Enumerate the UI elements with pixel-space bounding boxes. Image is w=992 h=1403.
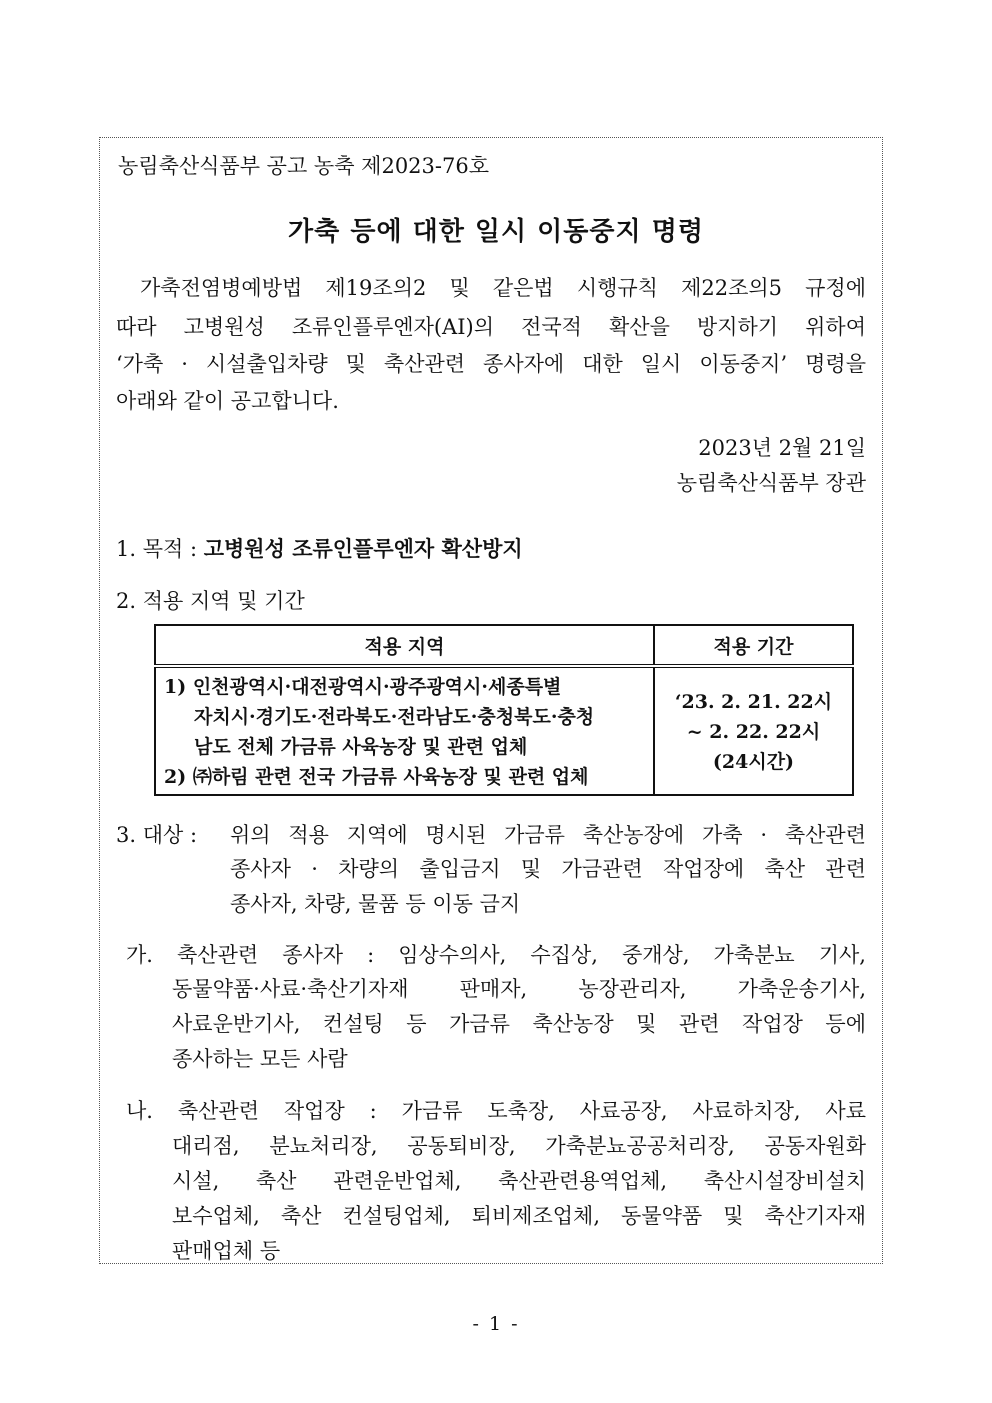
table-row: [155, 666, 853, 795]
workers-line-1: 가. 축산관련 종사자 : 임상수의사, 수집상, 중개상, 가축분뇨 기사,: [126, 943, 866, 967]
period-line-2: ~ 2. 22. 22시: [686, 720, 821, 743]
target-line-1: 위의 적용 지역에 명시된 가금류 축산농장에 가축 · 축산관련: [230, 823, 866, 847]
intro-line-4: 아래와 같이 공고합니다.: [116, 389, 339, 413]
workplaces-line-4: 보수업체, 축산 컨설팅업체, 퇴비제조업체, 동물약품 및 축산기자재: [172, 1204, 866, 1228]
workers-line-4: 종사하는 모든 사람: [172, 1047, 348, 1071]
intro-line-1: 가축전염병예방법 제19조의2 및 같은법 시행규칙 제22조의5 규정에: [140, 276, 866, 300]
area-line-2: 자치시·경기도·전라북도·전라남도·충청북도·충청: [194, 706, 595, 728]
purpose-label: 1. 목적 :: [116, 537, 198, 561]
intro-line-3: ‘가축 · 시설출입차량 및 축산관련 종사자에 대한 일시 이동중지’ 명령을: [116, 352, 866, 376]
workplaces-line-5: 판매업체 등: [172, 1239, 281, 1263]
purpose-value: 고병원성 조류인플루엔자 확산방지: [203, 536, 523, 561]
area-line-3: 남도 전체 가금류 사육농장 및 관련 업체: [194, 736, 528, 758]
period-cell: [654, 666, 853, 795]
workplaces-line-2: 대리점, 분뇨처리장, 공동퇴비장, 가축분뇨공공처리장, 공동자원화: [172, 1134, 866, 1158]
document-title: 가축 등에 대한 일시 이동중지 명령: [288, 217, 704, 247]
purpose-section: [116, 533, 523, 563]
workers-line-2: 동물약품·사료·축산기자재 판매자, 농장관리자, 가축운송기사,: [172, 977, 866, 1001]
scope-table: [154, 624, 854, 796]
area-line-4: 2) ㈜하림 관련 전국 가금류 사육농장 및 관련 업체: [164, 766, 589, 788]
area-line-1: 1) 인천광역시·대전광역시·광주광역시·세종특별: [164, 676, 562, 698]
intro-line-2: 따라 고병원성 조류인플루엔자(AI)의 전국적 확산을 방지하기 위하여: [116, 315, 866, 339]
table-header-row: [155, 625, 853, 666]
notice-date: 2023년 2월 21일: [698, 436, 866, 460]
area-header: 적용 지역: [155, 625, 654, 666]
target-line-2: 종사자 · 차량의 출입금지 및 가금관련 작업장에 축산 관련: [230, 857, 866, 881]
scope-heading: 2. 적용 지역 및 기간: [116, 589, 305, 613]
issuer: 농림축산식품부 장관: [676, 471, 866, 495]
period-line-1: ‘23. 2. 21. 22시: [674, 690, 833, 713]
page-number: - 1 -: [472, 1313, 520, 1335]
workers-line-3: 사료운반기사, 컨설팅 등 가금류 축산농장 및 관련 작업장 등에: [172, 1012, 866, 1036]
notice-number: 농림축산식품부 공고 농축 제2023-76호: [118, 154, 490, 178]
period-line-3: (24시간): [712, 750, 795, 773]
area-cell: [155, 666, 654, 795]
workplaces-line-3: 시설, 축산 관련운반업체, 축산관련용역업체, 축산시설장비설치: [172, 1169, 866, 1193]
workplaces-line-1: 나. 축산관련 작업장 : 가금류 도축장, 사료공장, 사료하치장, 사료: [126, 1099, 866, 1123]
target-line-3: 종사자, 차량, 물품 등 이동 금지: [230, 892, 521, 916]
period-header: 적용 기간: [654, 625, 853, 666]
target-label: 3. 대상 :: [116, 823, 198, 847]
